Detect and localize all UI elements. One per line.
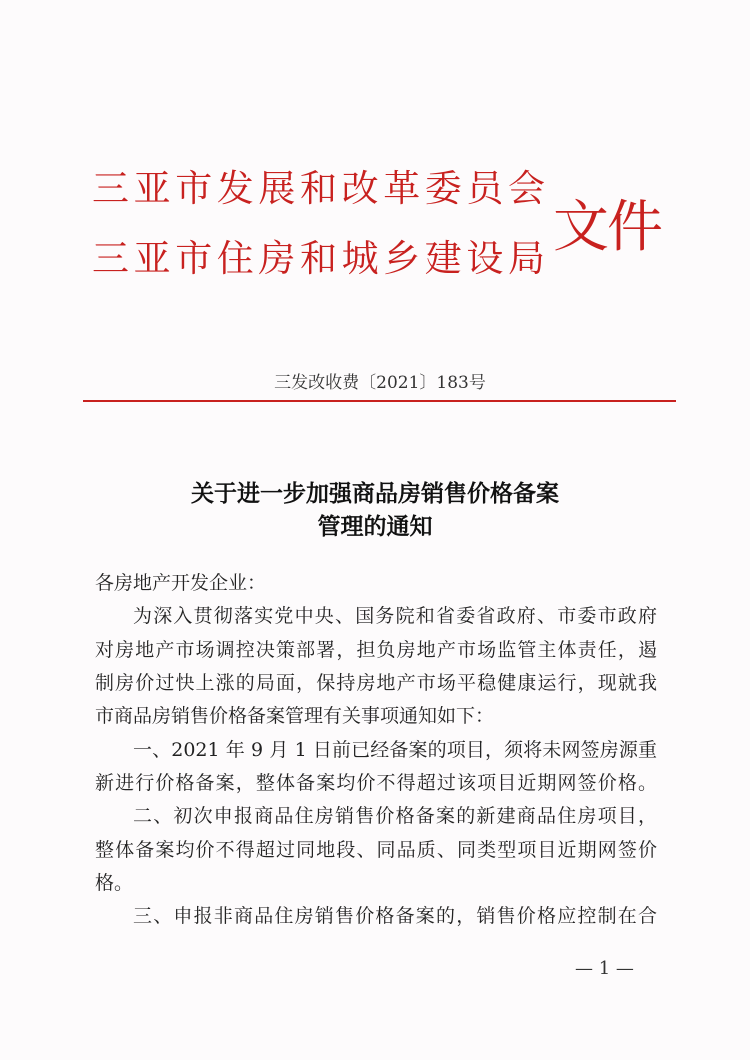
notice-title-line1: 关于进一步加强商品房销售价格备案 [191, 480, 559, 507]
salutation: 各房地产开发企业： [95, 572, 267, 594]
body-line: 为深入贯彻落实党中央、国务院和省委省政府、市委市政府 [133, 605, 657, 627]
red-divider [83, 400, 676, 402]
body-line: 整体备案均价不得超过同地段、同品质、同类型项目近期网签价 [95, 839, 657, 861]
body-line: 二、初次申报商品住房销售价格备案的新建商品住房项目， [133, 805, 657, 827]
body-line: 三、申报非商品住房销售价格备案的，销售价格应控制在合 [133, 905, 657, 927]
document-number: 三发改收费〔2021〕183号 [274, 373, 486, 393]
notice-title-line2: 管理的通知 [317, 513, 433, 540]
body-line: 市商品房销售价格备案管理有关事项通知如下： [95, 705, 495, 727]
document-label: 文件 [553, 195, 661, 260]
issuing-org-1: 三亚市发展和改革委员会 [92, 167, 550, 210]
body-line: 制房价过快上涨的局面，保持房地产市场平稳健康运行，现就我 [95, 672, 657, 694]
issuing-org-2: 三亚市住房和城乡建设局 [92, 237, 550, 280]
page-number: — 1 — [575, 958, 634, 979]
body-line: 对房地产市场调控决策部署，担负房地产市场监管主体责任，遏 [95, 639, 657, 661]
body-line: 格。 [95, 872, 134, 894]
body-line: 新进行价格备案，整体备案均价不得超过该项目近期网签价格。 [95, 772, 657, 794]
body-line: 一、2021 年 9 月 1 日前已经备案的项目，须将未网签房源重 [133, 739, 657, 761]
